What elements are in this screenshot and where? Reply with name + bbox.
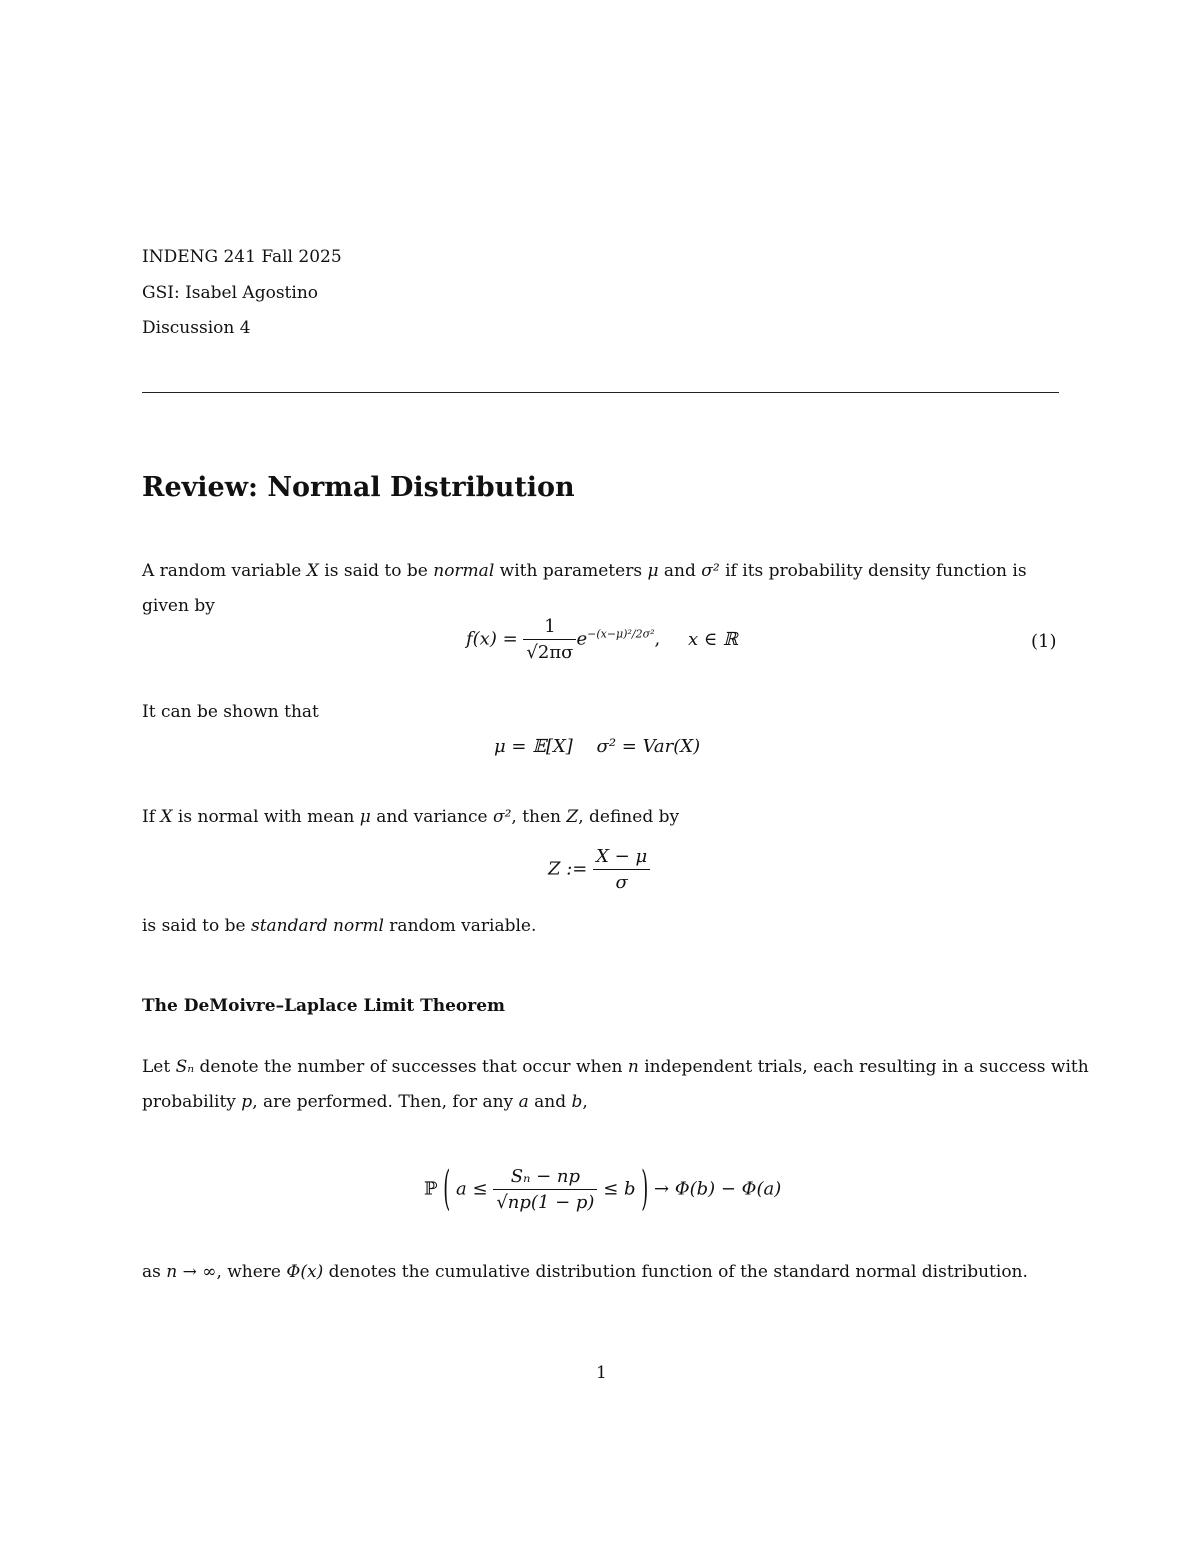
course-line: INDENG 241 Fall 2025	[142, 247, 342, 267]
concl-phi: Φ(x)	[286, 1262, 324, 1282]
eq2-variance: σ² = Var(X)	[596, 736, 701, 757]
std-var-x: X	[160, 807, 173, 827]
equation-1	[466, 616, 738, 663]
eq4-left-paren: (	[443, 1162, 451, 1217]
std-sentence-emph: standard norml	[250, 916, 384, 936]
eq3-numerator: X − μ	[593, 846, 650, 870]
gsi-line: GSI: Isabel Agostino	[142, 283, 319, 303]
eq1-domain: x ∈ ℝ	[687, 628, 738, 650]
std-text-4: , then	[511, 807, 567, 827]
eq4-limit-result: → Φ(b) − Φ(a)	[654, 1178, 782, 1200]
section-title: Review: Normal Distribution	[142, 472, 575, 503]
std-text-1: If	[142, 807, 161, 827]
eq4-upper-bound: ≤ b	[603, 1178, 636, 1200]
eq4-lower-bound: a ≤	[456, 1178, 488, 1200]
eq3-lhs: Z :=	[548, 858, 588, 880]
intro-text-1: A random variable	[142, 561, 307, 581]
eq1-lhs: f(x) =	[466, 628, 518, 650]
eq4-numerator: Sₙ − np	[493, 1166, 597, 1190]
eq2-mean: μ = 𝔼[X]	[494, 736, 573, 757]
eq4-probability: ℙ	[424, 1178, 438, 1200]
concl-limit: n → ∞	[166, 1262, 217, 1282]
eq1-denominator: √2πσ	[526, 642, 574, 663]
intro-emph-normal: normal	[433, 561, 495, 581]
std-var-z: Z	[566, 807, 579, 827]
intro-text-2: is said to be	[318, 561, 434, 581]
concl-text-1: as	[142, 1262, 167, 1282]
thm-text-6: and	[528, 1092, 572, 1112]
theorem-line-1	[142, 1057, 1089, 1077]
equation-4	[424, 1162, 782, 1217]
std-sentence-text-1: is said to be	[142, 916, 251, 936]
std-sigma2: σ²	[492, 807, 512, 827]
intro-mu: μ	[647, 561, 659, 581]
equation-2	[494, 736, 700, 757]
intro-line-2: given by	[142, 596, 215, 616]
thm-text-3: independent trials, each resulting in a success with	[638, 1057, 1089, 1077]
standard-intro-line	[142, 807, 679, 827]
thm-n: n	[627, 1057, 639, 1077]
eq4-fraction	[493, 1166, 597, 1213]
discussion-line: Discussion 4	[142, 318, 251, 338]
eq1-comma: ,	[654, 628, 661, 650]
std-sentence-text-2: random variable.	[383, 916, 537, 936]
shown-line: It can be shown that	[142, 702, 319, 722]
eq1-exponent: −(x−μ)²/2σ²	[587, 627, 655, 641]
eq3-denominator: σ	[615, 872, 628, 893]
horizontal-rule	[142, 392, 1059, 393]
equation-1-label: (1)	[1031, 631, 1057, 652]
eq1-exponential-base: e	[576, 628, 588, 650]
std-text-3: and variance	[370, 807, 493, 827]
intro-line-1	[142, 561, 1027, 581]
standard-sentence	[142, 916, 536, 936]
thm-text-4: probability	[142, 1092, 242, 1112]
thm-b: b	[571, 1092, 583, 1112]
eq4-right-paren: )	[641, 1162, 649, 1217]
eq4-denominator: √np(1 − p)	[496, 1192, 595, 1213]
equation-3	[548, 846, 650, 893]
concl-text-2: , where	[216, 1262, 287, 1282]
theorem-line-2	[142, 1092, 588, 1112]
thm-sn: Sₙ	[175, 1057, 195, 1077]
std-text-5: , defined by	[578, 807, 680, 827]
std-mu: μ	[359, 807, 371, 827]
std-text-2: is normal with mean	[172, 807, 360, 827]
intro-sigma2: σ²	[701, 561, 720, 581]
eq1-fraction	[523, 616, 576, 663]
thm-text-5: , are performed. Then, for any	[252, 1092, 519, 1112]
eq1-numerator: 1	[523, 616, 576, 640]
thm-text-1: Let	[142, 1057, 176, 1077]
page-number: 1	[596, 1363, 607, 1383]
thm-p: p	[241, 1092, 253, 1112]
concl-text-3: denotes the cumulative distribution function of the standard normal distribution.	[323, 1262, 1028, 1282]
thm-a: a	[518, 1092, 529, 1112]
eq3-fraction	[593, 846, 650, 893]
intro-text-4: and	[658, 561, 702, 581]
thm-text-2: denote the number of successes that occur when	[194, 1057, 628, 1077]
subsection-title: The DeMoivre–Laplace Limit Theorem	[142, 996, 506, 1016]
thm-text-7: ,	[582, 1092, 588, 1112]
intro-text-3: with parameters	[494, 561, 648, 581]
intro-var-x: X	[306, 561, 319, 581]
intro-text-5: if its probability density function is	[719, 561, 1027, 581]
conclusion-line	[142, 1262, 1028, 1282]
